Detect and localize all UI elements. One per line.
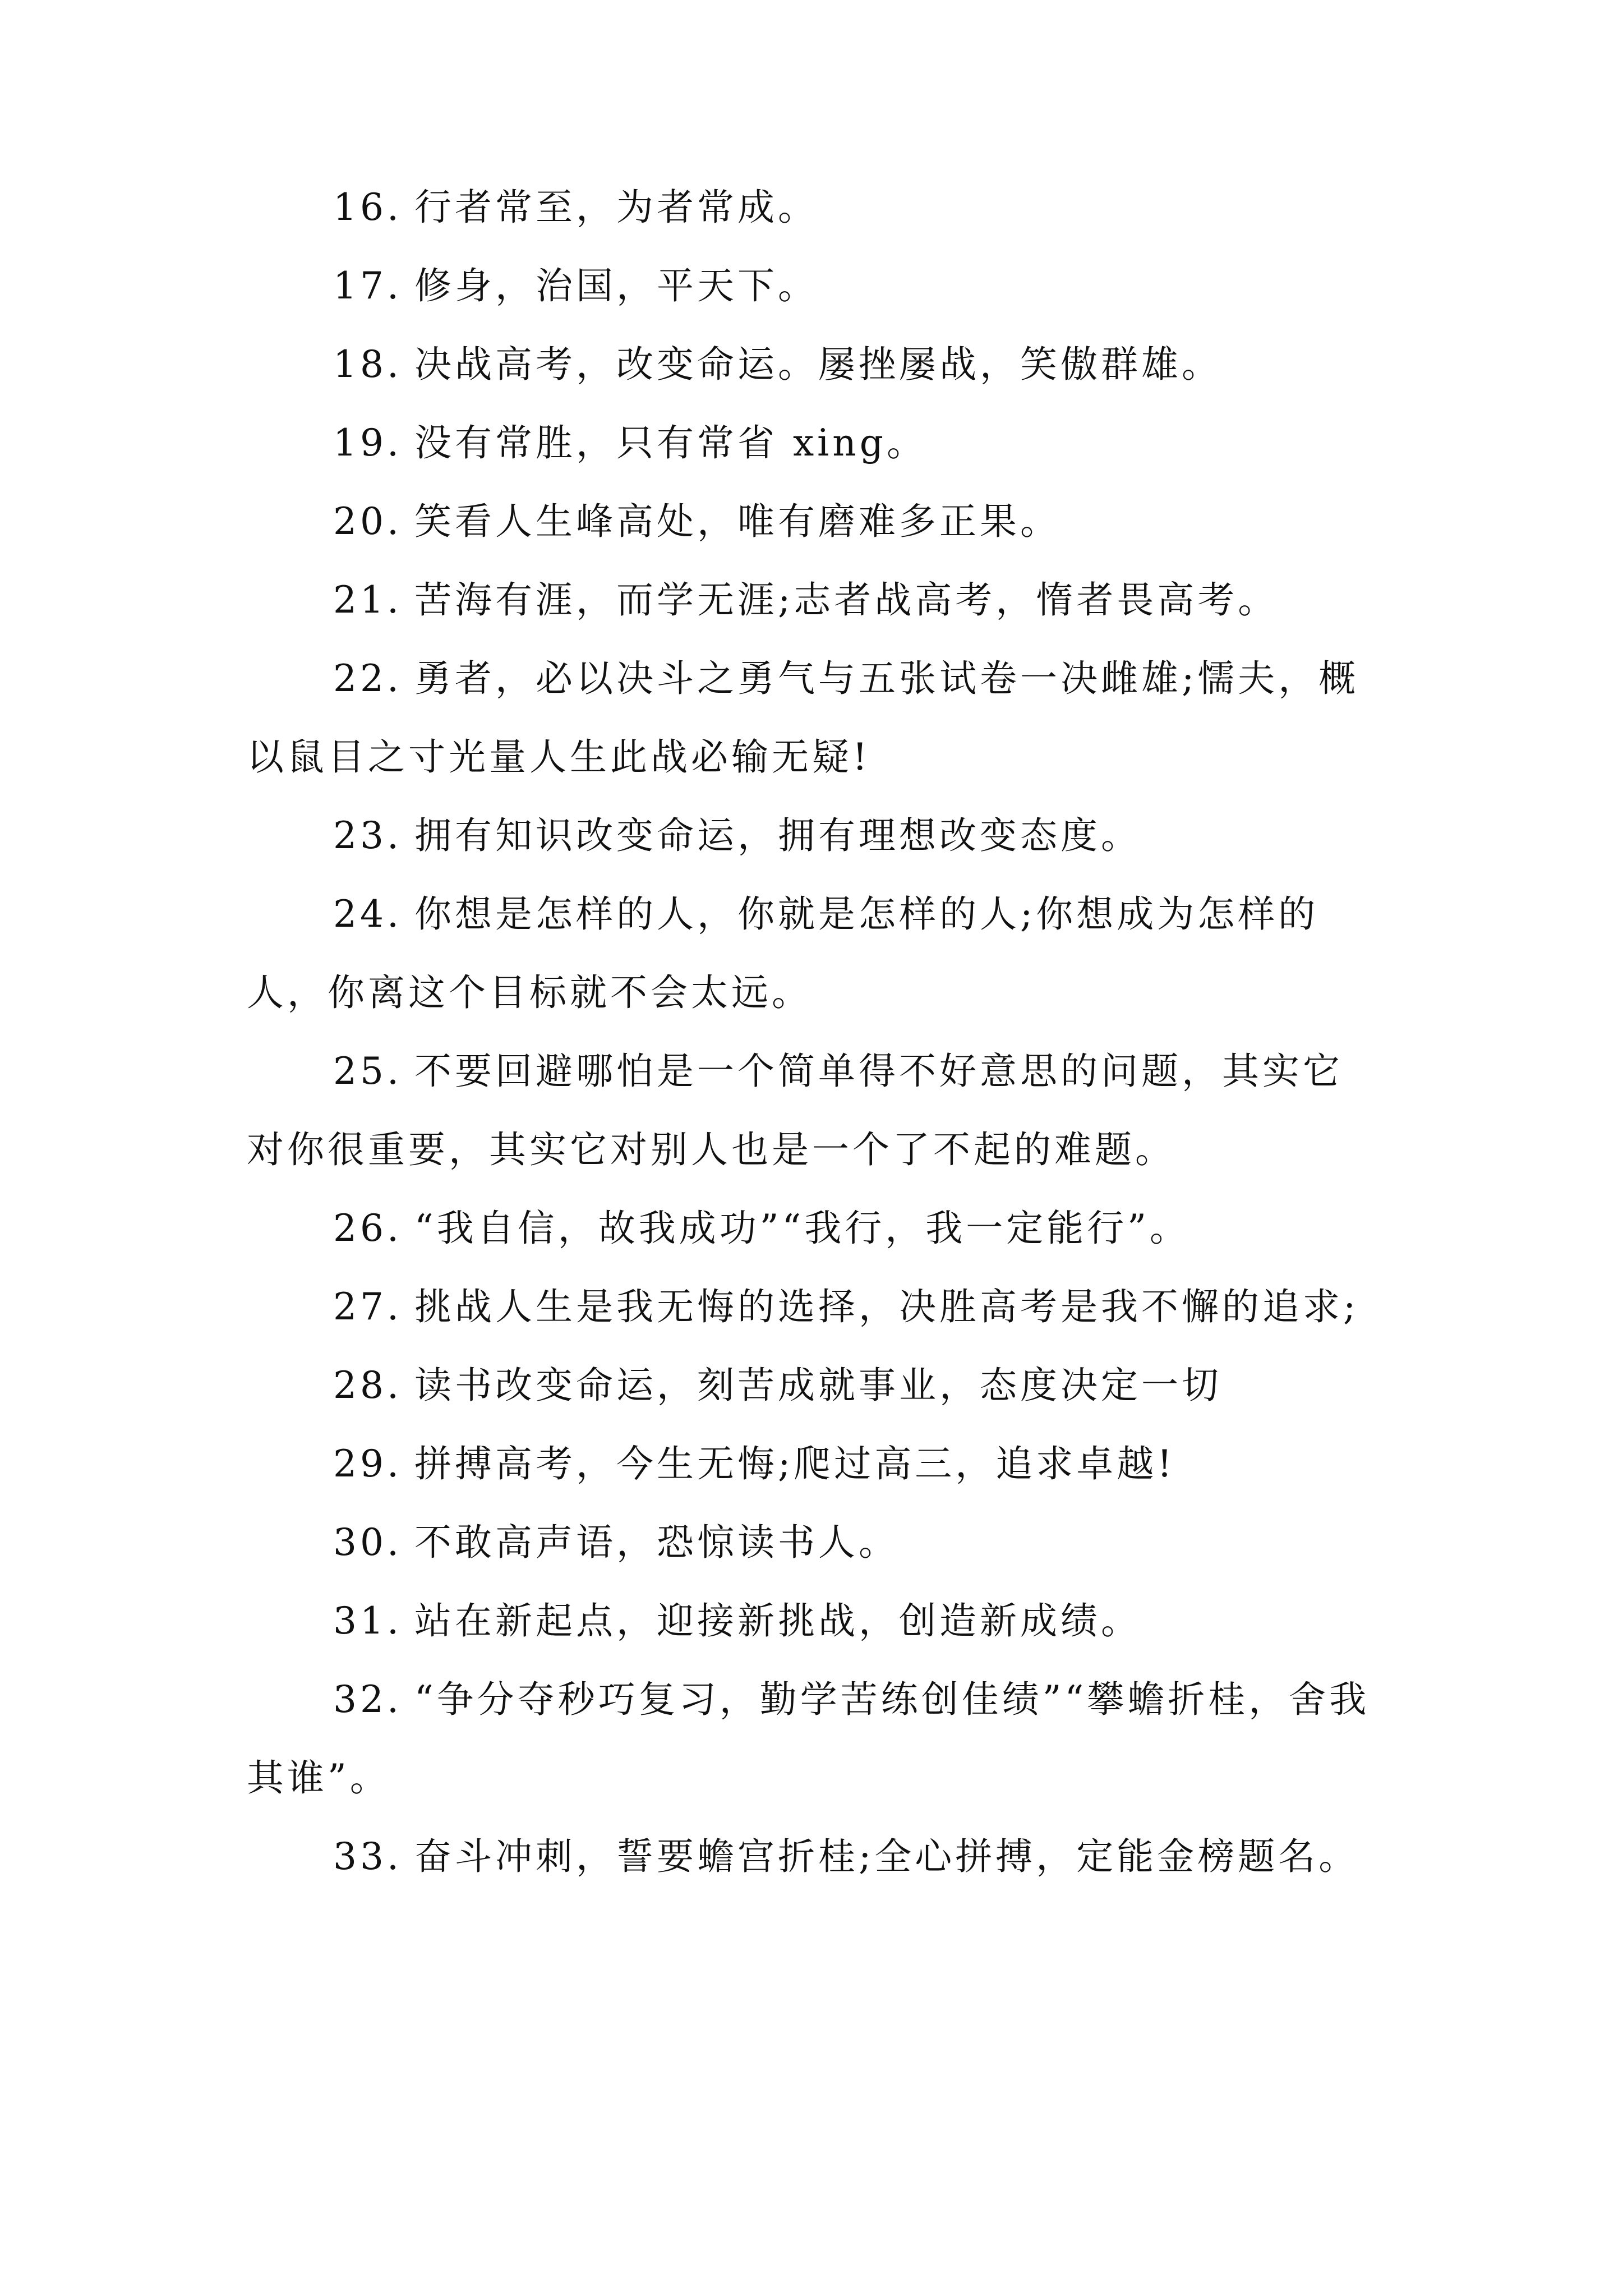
list-item (247, 1425, 1380, 1503)
item-text: 笑看人生峰高处，唯有磨难多正果。 (414, 500, 1061, 543)
list-item (247, 561, 1380, 639)
item-text: 拥有知识改变命运，拥有理想改变态度。 (414, 814, 1141, 857)
item-number: 28. (333, 1364, 402, 1407)
list-item (247, 1346, 1380, 1425)
list-item (247, 1660, 1380, 1818)
item-text: 奋斗冲刺，誓要蟾宫折桂;全心拼搏，定能金榜题名。 (414, 1835, 1359, 1878)
item-number: 23. (333, 814, 402, 857)
list-item (247, 639, 1380, 797)
list-item (247, 1268, 1380, 1346)
item-text: 不要回避哪怕是一个简单得不好意思的问题，其实它对你很重要，其实它对别人也是一个了不起的难题。 (247, 1050, 1343, 1171)
item-number: 32. (333, 1678, 402, 1721)
item-number: 16. (333, 186, 402, 229)
item-number: 31. (333, 1599, 402, 1642)
item-number: 27. (333, 1285, 402, 1328)
item-text: 行者常至，为者常成。 (414, 186, 818, 229)
item-text: 不敢高声语，恐惊读书人。 (414, 1521, 899, 1564)
item-text: 苦海有涯，而学无涯;志者战高考，惰者畏高考。 (414, 578, 1279, 622)
item-text: “争分夺秒巧复习，勤学苦练创佳绩”“攀蟾折桂，舍我其谁”。 (247, 1678, 1370, 1800)
item-number: 24. (333, 892, 402, 936)
document-body (247, 168, 1380, 1896)
item-text: 勇者，必以决斗之勇气与五张试卷一决雌雄;懦夫，概以鼠目之寸光量人生此战必输无疑! (247, 657, 1359, 779)
item-text: 挑战人生是我无悔的选择，决胜高考是我不懈的追求; (414, 1285, 1359, 1328)
list-item (247, 1818, 1380, 1896)
list-item (247, 168, 1380, 247)
item-number: 17. (333, 264, 402, 307)
list-item (247, 875, 1380, 1032)
list-item (247, 325, 1380, 404)
item-number: 33. (333, 1835, 402, 1878)
list-item (247, 482, 1380, 561)
list-item (247, 1582, 1380, 1660)
item-number: 21. (333, 578, 402, 622)
item-text: 站在新起点，迎接新挑战，创造新成绩。 (414, 1599, 1141, 1642)
item-text: 读书改变命运，刻苦成就事业，态度决定一切 (414, 1364, 1222, 1407)
item-text: “我自信，故我成功”“我行，我一定能行”。 (414, 1207, 1190, 1250)
item-number: 18. (333, 343, 402, 386)
item-text: 修身，治国，平天下。 (414, 264, 818, 307)
item-number: 20. (333, 500, 402, 543)
list-item (247, 1503, 1380, 1582)
item-text: 拼搏高考，今生无悔;爬过高三，追求卓越! (414, 1442, 1175, 1485)
item-number: 29. (333, 1442, 402, 1485)
item-number: 22. (333, 657, 402, 700)
item-number: 30. (333, 1521, 402, 1564)
list-item (247, 797, 1380, 875)
list-item (247, 404, 1380, 482)
item-text: 没有常胜，只有常省 xing。 (414, 421, 928, 464)
list-item (247, 1032, 1380, 1189)
item-text: 决战高考，改变命运。屡挫屡战，笑傲群雄。 (414, 343, 1222, 386)
item-number: 25. (333, 1050, 402, 1093)
list-item (247, 247, 1380, 325)
item-text: 你想是怎样的人，你就是怎样的人;你想成为怎样的人，你离这个目标就不会太远。 (247, 892, 1319, 1014)
list-item (247, 1189, 1380, 1268)
item-number: 19. (333, 421, 402, 464)
item-number: 26. (333, 1207, 402, 1250)
